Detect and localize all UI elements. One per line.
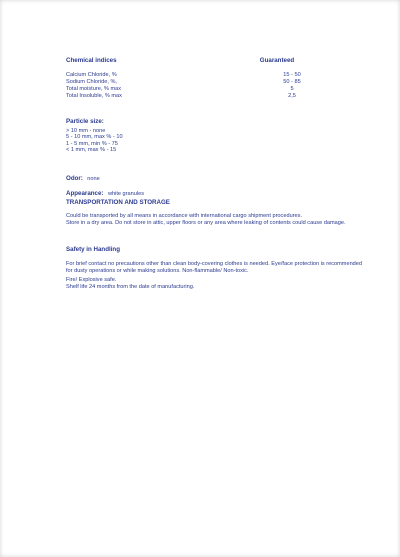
particle-size-list bbox=[66, 128, 123, 154]
row-value: 5 bbox=[290, 86, 294, 92]
transportation-text-1: Could be transported by all means in accordance with international cargo shipment procedures. bbox=[66, 213, 303, 219]
safety-text-2: Fire/ Explosive safe. bbox=[66, 277, 117, 283]
table-row bbox=[66, 72, 336, 79]
row-value: 2,5 bbox=[288, 93, 296, 99]
list-item: 1 - 5 mm, min % - 75 bbox=[66, 140, 118, 147]
appearance-label: Appearance: bbox=[66, 190, 104, 197]
list-item: > 10 mm - none bbox=[66, 128, 106, 134]
odor-label: Odor: bbox=[66, 175, 83, 182]
row-label: Sodium Chloride, %, bbox=[66, 79, 117, 85]
safety-text-1: For brief contact no precautions other than clean body-covering clothes is needed. Eye/face protection is recommended for dusty operations or while making solutions. Non-flammable/ Non-toxic. bbox=[66, 261, 363, 274]
transportation-title: TRANSPORTATION AND STORAGE bbox=[66, 199, 170, 206]
list-item: 5 - 10 mm, max % - 10 bbox=[66, 134, 123, 141]
odor-value: none bbox=[87, 176, 100, 182]
appearance-line bbox=[66, 182, 144, 200]
guaranteed-header: Guaranteed bbox=[259, 57, 295, 64]
table-row bbox=[66, 79, 336, 86]
transportation-text-2: Store in a dry area. Do not store in attic, upper floors or any area where leaking of contents could cause damage. bbox=[66, 220, 346, 226]
row-value: 15 - 50 bbox=[283, 72, 301, 78]
table-row bbox=[66, 93, 336, 100]
table-row bbox=[66, 86, 336, 93]
list-item: < 1 mm, max % - 15 bbox=[66, 147, 117, 154]
appearance-value: white granules bbox=[107, 191, 145, 197]
chemical-indices-title: Chemical indices bbox=[66, 57, 117, 64]
safety-title: Safety in Handling bbox=[66, 246, 120, 253]
safety-text-3: Shelf life 24 months from the date of manufacturing. bbox=[66, 284, 195, 290]
particle-size-title: Particle size: bbox=[66, 118, 104, 125]
row-label: Calcium Chloride, % bbox=[66, 72, 117, 78]
row-value: 50 - 85 bbox=[283, 79, 301, 85]
row-label: Total moisture, % max bbox=[66, 86, 122, 92]
row-label: Total Insoluble, % max bbox=[66, 93, 122, 99]
